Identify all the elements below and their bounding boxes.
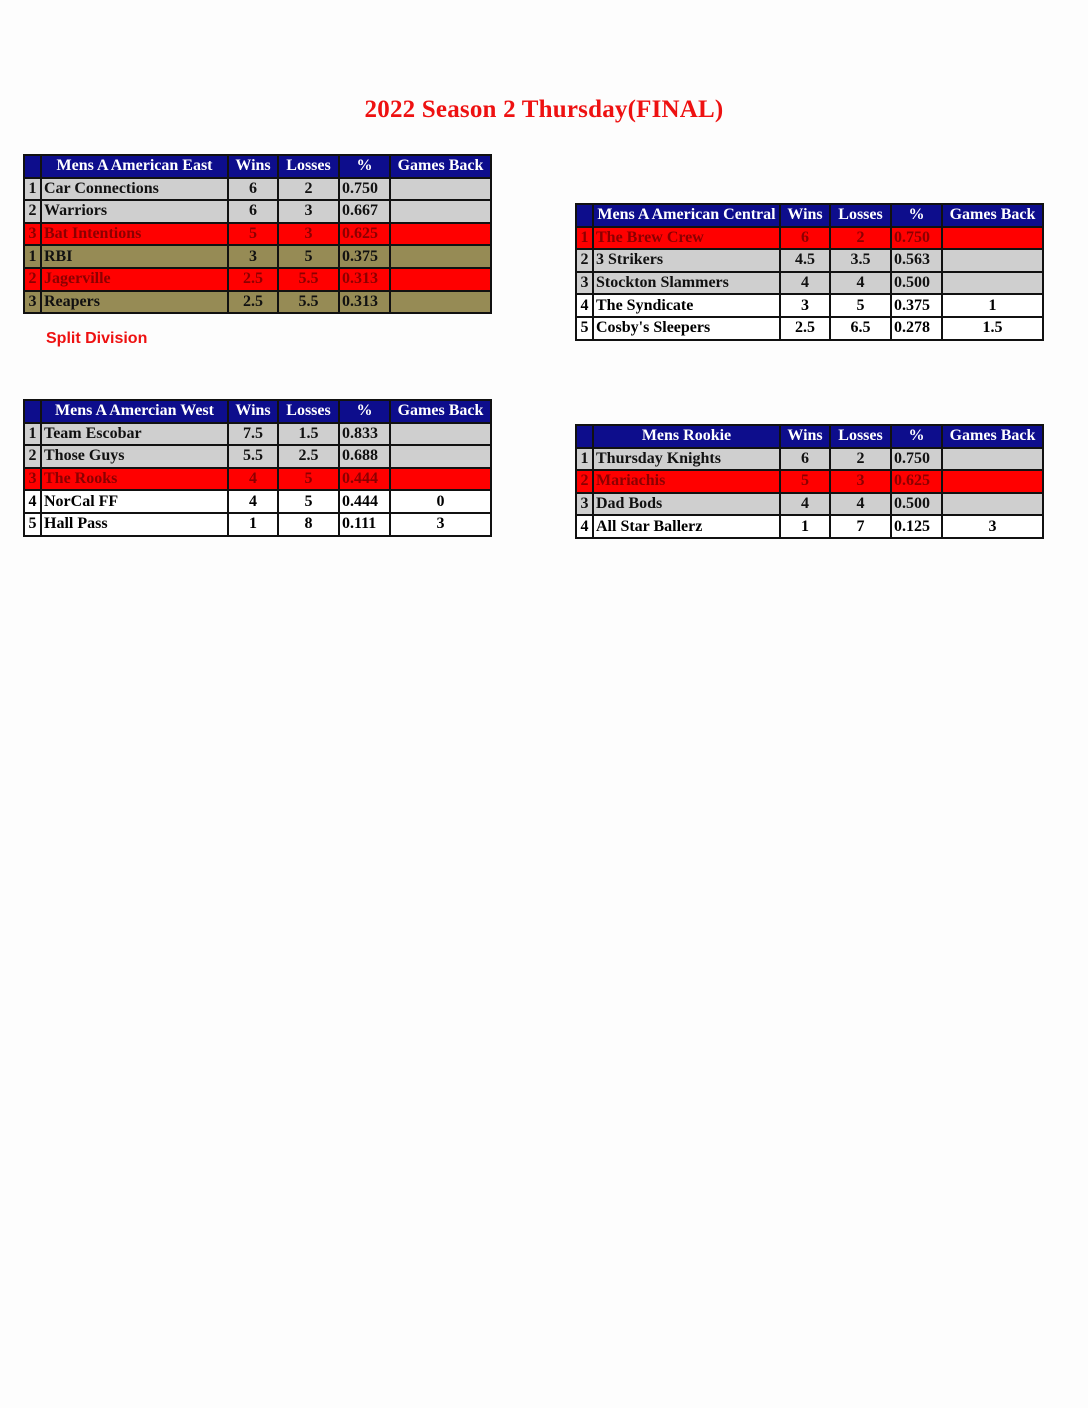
rank-header <box>24 400 41 423</box>
rank-cell: 4 <box>24 490 41 513</box>
games-back-cell: 1 <box>942 294 1043 317</box>
standings-table-rookie <box>575 424 1044 539</box>
games-back-cell: 0 <box>390 490 491 513</box>
losses-cell: 5 <box>278 468 339 491</box>
losses-cell: 1.5 <box>278 423 339 446</box>
games-back-header: Games Back <box>942 425 1043 448</box>
rank-cell: 3 <box>24 468 41 491</box>
rank-cell: 3 <box>576 493 593 516</box>
standings-table-central <box>575 203 1044 341</box>
table-row <box>576 515 1043 538</box>
rank-header <box>24 155 41 178</box>
wins-cell: 4 <box>228 490 278 513</box>
wins-cell: 5.5 <box>228 445 278 468</box>
losses-header: Losses <box>830 425 891 448</box>
pct-cell: 0.750 <box>339 178 390 201</box>
games-back-cell <box>942 249 1043 272</box>
header-row <box>24 400 491 423</box>
games-back-cell <box>390 200 491 223</box>
games-back-cell <box>390 268 491 291</box>
wins-cell: 6 <box>228 200 278 223</box>
games-back-cell: 1.5 <box>942 317 1043 340</box>
team-name: Car Connections <box>41 178 228 201</box>
wins-header: Wins <box>780 204 830 227</box>
split-division-note: Split Division <box>46 330 148 347</box>
table-row <box>576 272 1043 295</box>
team-name: Dad Bods <box>593 493 780 516</box>
games-back-cell <box>942 470 1043 493</box>
losses-cell: 2 <box>278 178 339 201</box>
losses-cell: 5.5 <box>278 268 339 291</box>
team-name: Jagerville <box>41 268 228 291</box>
pct-cell: 0.625 <box>339 223 390 246</box>
table-row <box>24 291 491 314</box>
games-back-header: Games Back <box>390 155 491 178</box>
wins-cell: 6 <box>228 178 278 201</box>
pct-cell: 0.444 <box>339 468 390 491</box>
games-back-cell <box>390 223 491 246</box>
losses-header: Losses <box>830 204 891 227</box>
losses-cell: 5 <box>830 294 891 317</box>
rank-cell: 3 <box>24 223 41 246</box>
team-name: Thursday Knights <box>593 448 780 471</box>
pct-cell: 0.667 <box>339 200 390 223</box>
games-back-cell: 3 <box>390 513 491 536</box>
table-row <box>24 245 491 268</box>
games-back-cell <box>390 178 491 201</box>
wins-cell: 4.5 <box>780 249 830 272</box>
games-back-header: Games Back <box>390 400 491 423</box>
table-row <box>24 200 491 223</box>
division-name-header: Mens A Amercian West <box>41 400 228 423</box>
table-row <box>24 513 491 536</box>
losses-cell: 5 <box>278 490 339 513</box>
pct-cell: 0.111 <box>339 513 390 536</box>
rank-cell: 2 <box>576 470 593 493</box>
wins-cell: 1 <box>228 513 278 536</box>
table-row <box>576 448 1043 471</box>
pct-cell: 0.278 <box>891 317 942 340</box>
rank-cell: 1 <box>576 448 593 471</box>
table-row <box>24 268 491 291</box>
team-name: Reapers <box>41 291 228 314</box>
team-name: The Syndicate <box>593 294 780 317</box>
pct-cell: 0.750 <box>891 448 942 471</box>
table-row <box>576 317 1043 340</box>
losses-cell: 5 <box>278 245 339 268</box>
rank-cell: 4 <box>576 294 593 317</box>
pct-cell: 0.833 <box>339 423 390 446</box>
table-row <box>576 227 1043 250</box>
header-row <box>24 155 491 178</box>
header-row <box>576 425 1043 448</box>
table-row <box>576 470 1043 493</box>
pct-cell: 0.563 <box>891 249 942 272</box>
losses-cell: 2 <box>830 448 891 471</box>
team-name: Mariachis <box>593 470 780 493</box>
pct-header: % <box>891 204 942 227</box>
header-row <box>576 204 1043 227</box>
wins-cell: 4 <box>780 493 830 516</box>
wins-cell: 7.5 <box>228 423 278 446</box>
games-back-cell <box>942 448 1043 471</box>
standings-table-east <box>23 154 492 314</box>
table-row <box>24 445 491 468</box>
division-name-header: Mens Rookie <box>593 425 780 448</box>
games-back-header: Games Back <box>942 204 1043 227</box>
wins-header: Wins <box>228 155 278 178</box>
rank-header <box>576 425 593 448</box>
losses-cell: 3 <box>830 470 891 493</box>
wins-cell: 2.5 <box>228 268 278 291</box>
losses-cell: 8 <box>278 513 339 536</box>
rank-cell: 1 <box>24 178 41 201</box>
team-name: Warriors <box>41 200 228 223</box>
team-name: The Brew Crew <box>593 227 780 250</box>
table-row <box>576 249 1043 272</box>
games-back-cell <box>390 423 491 446</box>
team-name: Bat Intentions <box>41 223 228 246</box>
table-row <box>24 490 491 513</box>
table-row <box>24 223 491 246</box>
table-row <box>24 178 491 201</box>
rank-cell: 2 <box>576 249 593 272</box>
wins-cell: 4 <box>780 272 830 295</box>
rank-cell: 5 <box>576 317 593 340</box>
table-row <box>24 468 491 491</box>
division-name-header: Mens A American Central <box>593 204 780 227</box>
standings-table-west <box>23 399 492 537</box>
team-name: The Rooks <box>41 468 228 491</box>
pct-cell: 0.375 <box>339 245 390 268</box>
losses-cell: 4 <box>830 272 891 295</box>
rank-cell: 1 <box>576 227 593 250</box>
losses-cell: 3.5 <box>830 249 891 272</box>
wins-cell: 1 <box>780 515 830 538</box>
pct-cell: 0.313 <box>339 291 390 314</box>
wins-header: Wins <box>780 425 830 448</box>
losses-cell: 6.5 <box>830 317 891 340</box>
team-name: NorCal FF <box>41 490 228 513</box>
table-row <box>576 493 1043 516</box>
team-name: 3 Strikers <box>593 249 780 272</box>
pct-header: % <box>891 425 942 448</box>
games-back-cell <box>390 245 491 268</box>
wins-cell: 4 <box>228 468 278 491</box>
pct-header: % <box>339 155 390 178</box>
team-name: Team Escobar <box>41 423 228 446</box>
games-back-cell <box>390 291 491 314</box>
games-back-cell <box>942 493 1043 516</box>
team-name: RBI <box>41 245 228 268</box>
pct-cell: 0.750 <box>891 227 942 250</box>
table-row <box>576 294 1043 317</box>
pct-cell: 0.688 <box>339 445 390 468</box>
pct-cell: 0.500 <box>891 272 942 295</box>
rank-cell: 3 <box>576 272 593 295</box>
losses-header: Losses <box>278 155 339 178</box>
wins-cell: 6 <box>780 227 830 250</box>
losses-header: Losses <box>278 400 339 423</box>
rank-cell: 5 <box>24 513 41 536</box>
games-back-cell <box>942 272 1043 295</box>
wins-header: Wins <box>228 400 278 423</box>
page-title: 2022 Season 2 Thursday(FINAL) <box>364 96 724 123</box>
team-name: Stockton Slammers <box>593 272 780 295</box>
pct-cell: 0.313 <box>339 268 390 291</box>
division-name-header: Mens A American East <box>41 155 228 178</box>
rank-cell: 1 <box>24 423 41 446</box>
rank-cell: 2 <box>24 200 41 223</box>
losses-cell: 2.5 <box>278 445 339 468</box>
team-name: Those Guys <box>41 445 228 468</box>
games-back-cell <box>942 227 1043 250</box>
rank-cell: 2 <box>24 445 41 468</box>
pct-header: % <box>339 400 390 423</box>
rank-cell: 2 <box>24 268 41 291</box>
losses-cell: 3 <box>278 223 339 246</box>
pct-cell: 0.500 <box>891 493 942 516</box>
losses-cell: 3 <box>278 200 339 223</box>
losses-cell: 7 <box>830 515 891 538</box>
table-row <box>24 423 491 446</box>
pct-cell: 0.125 <box>891 515 942 538</box>
team-name: Hall Pass <box>41 513 228 536</box>
games-back-cell: 3 <box>942 515 1043 538</box>
wins-cell: 5 <box>780 470 830 493</box>
wins-cell: 3 <box>228 245 278 268</box>
team-name: Cosby's Sleepers <box>593 317 780 340</box>
games-back-cell <box>390 468 491 491</box>
wins-cell: 2.5 <box>228 291 278 314</box>
rank-cell: 4 <box>576 515 593 538</box>
wins-cell: 6 <box>780 448 830 471</box>
pct-cell: 0.375 <box>891 294 942 317</box>
rank-header <box>576 204 593 227</box>
games-back-cell <box>390 445 491 468</box>
losses-cell: 5.5 <box>278 291 339 314</box>
losses-cell: 4 <box>830 493 891 516</box>
rank-cell: 1 <box>24 245 41 268</box>
wins-cell: 3 <box>780 294 830 317</box>
rank-cell: 3 <box>24 291 41 314</box>
team-name: All Star Ballerz <box>593 515 780 538</box>
wins-cell: 5 <box>228 223 278 246</box>
wins-cell: 2.5 <box>780 317 830 340</box>
losses-cell: 2 <box>830 227 891 250</box>
pct-cell: 0.625 <box>891 470 942 493</box>
pct-cell: 0.444 <box>339 490 390 513</box>
